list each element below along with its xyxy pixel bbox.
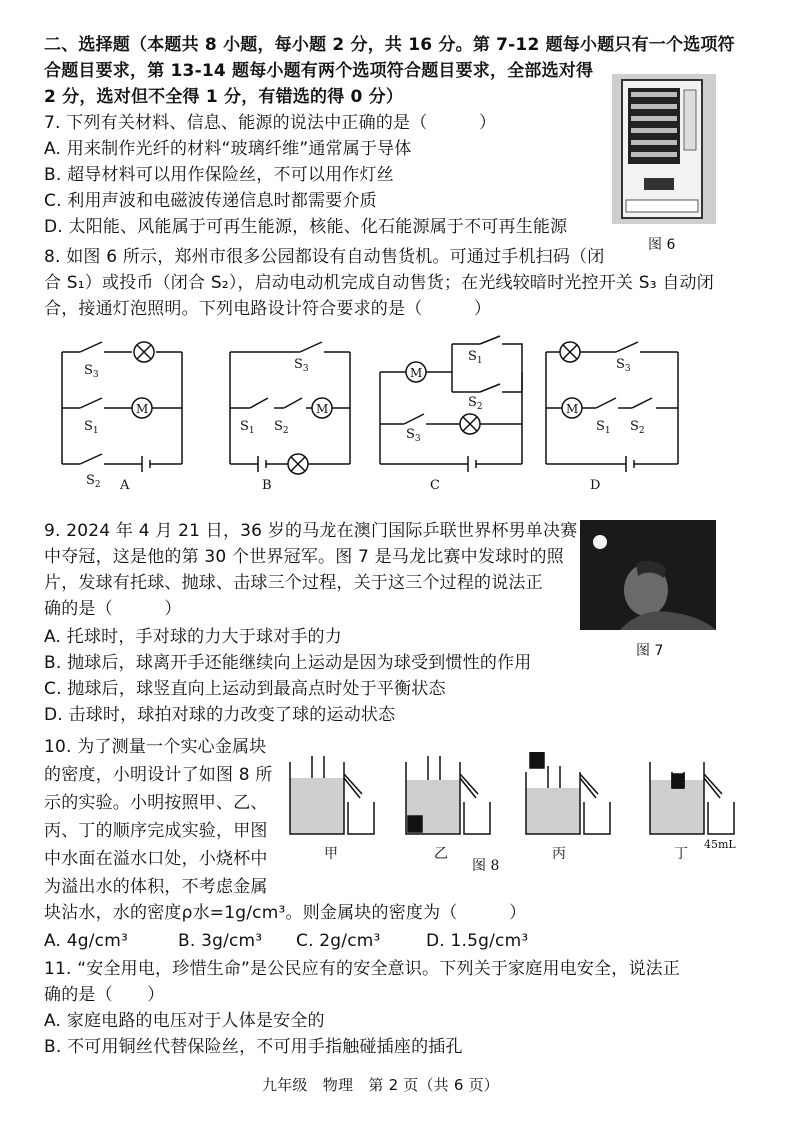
q10-option-d: D. 1.5g/cm³ [426,931,529,951]
q10-stem-line-5: 中水面在溢水口处，小烧杯中 [44,849,268,869]
circuit-label-b: B [262,478,272,493]
label-jia: 甲 [324,846,338,862]
label-yi: 乙 [434,846,448,862]
section-title-line-2: 合题目要求，第 13-14 题每小题有两个选项符合题目要求，全部选对得 [44,61,594,81]
q7-option-d: D. 太阳能、风能属于可再生能源，核能、化石能源属于不可再生能源 [44,217,568,237]
circuit-a [62,342,182,472]
q7-stem: 7. 下列有关材料、信息、能源的说法中正确的是（ ） [44,113,497,133]
section-title-line-1: 二、选择题（本题共 8 小题，每小题 2 分，共 16 分。第 7-12 题每小题只有一个选项符 [44,35,735,55]
circuit-b [230,342,350,474]
svg-text:S1: $S_1$ [468,349,483,366]
q10-stem-line-6: 为溢出水的体积，不考虑金属 [44,877,268,897]
q9-option-a: A. 托球时，手对球的力大于球对手的力 [44,627,342,647]
svg-text:S3: $S_3$ [84,363,99,380]
svg-text:S1: $S_1$ [240,419,255,436]
circuit-label-c: C [430,478,440,493]
section-title-line-3: 2 分，选对但不全得 1 分，有错选的得 0 分） [44,87,404,107]
page-footer: 九年级 物理 第 2 页（共 6 页） [262,1076,499,1094]
svg-text:S2: $S_2$ [86,473,101,490]
q11-stem-line-2: 确的是（ ） [44,985,165,1005]
circuit-c [380,336,522,472]
q10-option-a: A. 4g/cm³ [44,931,128,951]
svg-text:S3: $S_3$ [616,357,631,374]
setup-jia [290,756,374,834]
q8-stem-line-3: 合，接通灯泡照明。下列电路设计符合要求的是（ ） [44,299,492,319]
table-tennis-photo [580,520,716,630]
svg-text:M: M [316,402,329,416]
svg-text:S2: $S_2$ [630,419,645,436]
q11-stem-line-1: 11. “安全用电，珍惜生命”是公民应有的安全意识。下列关于家庭用电安全，说法正 [44,959,681,979]
q9-option-d: D. 击球时，球拍对球的力改变了球的运动状态 [44,705,396,725]
q10-option-b: B. 3g/cm³ [178,931,263,951]
svg-text:S2: $S_2$ [274,419,289,436]
q7-option-c: C. 利用声波和电磁波传递信息时都需要介质 [44,191,377,211]
q10-option-c: C. 2g/cm³ [296,931,381,951]
q10-stem-line-3: 示的实验。小明按照甲、乙、 [44,793,268,813]
svg-text:S2: $S_2$ [468,395,483,412]
setup-bing [526,752,610,834]
q9-stem-line-3: 片，发球有托球、抛球、击球三个过程，关于这三个过程的说法正 [44,573,543,593]
figure-8-caption: 图 8 [472,858,500,874]
q10-stem-line-4: 丙、丁的顺序完成实验，甲图 [44,821,268,841]
circuit-diagrams [50,334,740,494]
q8-stem-line-2: 合 S₁）或投币（闭合 S₂），启动电动机完成自动售货；在光线较暗时光控开关 S₃ 自动闭 [44,273,714,293]
q8-stem-line-1: 8. 如图 6 所示，郑州市很多公园都设有自动售货机。可通过手机扫码（闭 [44,247,605,267]
setup-yi [406,756,490,834]
figure-6-caption: 图 6 [648,237,676,253]
circuit-label-a: A [120,478,130,493]
svg-text:M: M [136,402,149,416]
svg-text:M: M [566,402,579,416]
svg-text:S3: $S_3$ [406,427,421,444]
svg-text:S3: $S_3$ [294,357,309,374]
q10-stem-line-7: 块沾水，水的密度ρ水=1g/cm³。则金属块的密度为（ ） [44,903,527,923]
setup-ding [650,762,734,834]
label-bing: 丙 [552,846,566,862]
q9-stem-line-1: 9. 2024 年 4 月 21 日，36 岁的马龙在澳门国际乒联世界杯男单决赛 [44,521,578,541]
q9-stem-line-2: 中夺冠，这是他的第 30 个世界冠军。图 7 是马龙比赛中发球时的照 [44,547,564,567]
svg-text:M: M [410,366,423,380]
svg-text:S1: $S_1$ [84,419,99,436]
q7-option-a: A. 用来制作光纤的材料“玻璃纤维”通常属于导体 [44,139,412,159]
q11-option-a: A. 家庭电路的电压对于人体是安全的 [44,1011,325,1031]
q10-stem-line-2: 的密度，小明设计了如图 8 所 [44,765,273,785]
vending-machine-image [612,74,716,224]
q9-option-c: C. 抛球后，球竖直向上运动到最高点时处于平衡状态 [44,679,446,699]
q7-option-b: B. 超导材料可以用作保险丝，不可以用作灯丝 [44,165,394,185]
overflow-experiment-figure [284,752,744,880]
q9-option-b: B. 抛球后，球离开手还能继续向上运动是因为球受到惯性的作用 [44,653,532,673]
circuit-label-d: D [590,478,601,493]
q9-stem-line-4: 确的是（ ） [44,599,182,619]
svg-text:S1: $S_1$ [596,419,611,436]
figure-7-caption: 图 7 [636,643,664,659]
label-ding: 丁 [674,846,688,862]
volume-label: 45mL [704,838,736,851]
q10-stem-line-1: 10. 为了测量一个实心金属块 [44,737,267,757]
q11-option-b: B. 不可用铜丝代替保险丝，不可用手指触碰插座的插孔 [44,1037,463,1057]
